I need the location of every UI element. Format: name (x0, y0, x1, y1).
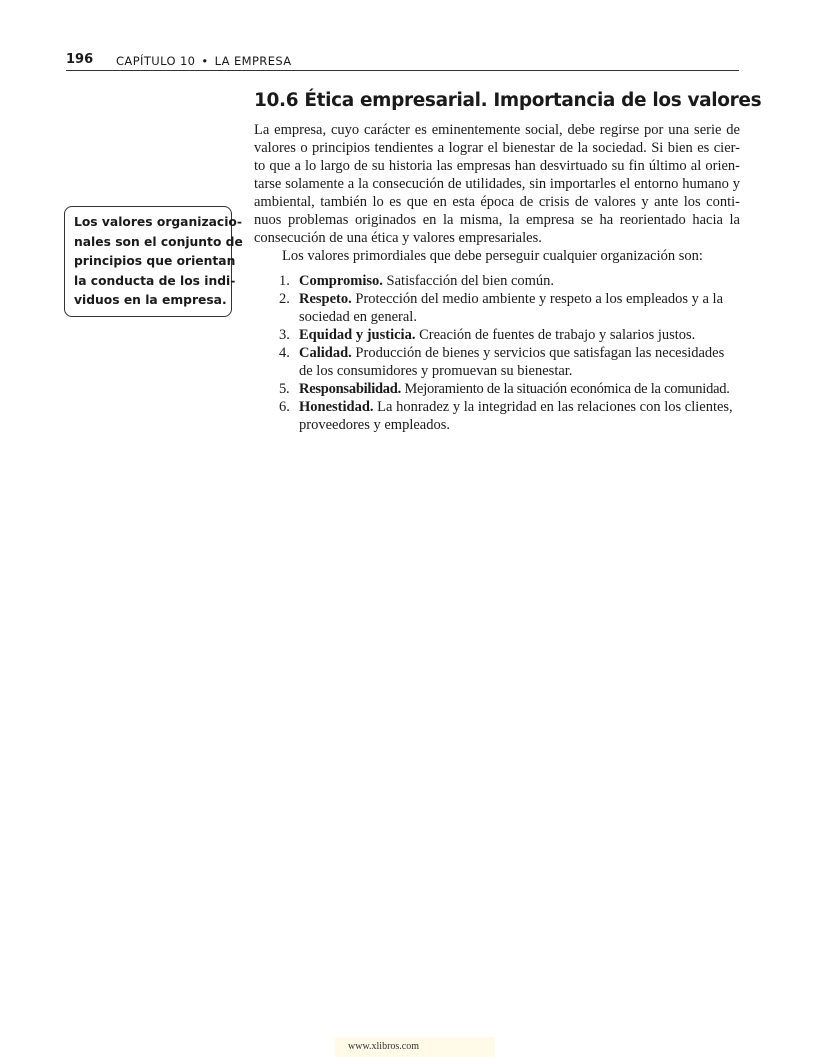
paragraph-2: Los valores primordiales que debe perseguir cualquier organización son: (282, 248, 703, 264)
running-header (66, 52, 739, 71)
text-line: y ambiental, también lo es que en esta época de crisis de valores y ante los conti- (254, 176, 740, 210)
paragraph-1 (254, 121, 740, 247)
page-number: 196 (66, 52, 94, 67)
list-item: 1. Compromiso. Satisfacción del bien común. (279, 273, 555, 289)
value-term: Honestidad. (299, 399, 374, 415)
bullet-separator: • (201, 54, 209, 68)
values-list (254, 272, 740, 434)
text-line: to que a lo largo de su historia las empresas han desvirtuado su fin último al orien- (254, 158, 740, 174)
margin-note-line: la conducta de los indi- (74, 273, 236, 288)
value-term: Respeto. (299, 291, 352, 307)
section-label: LA EMPRESA (214, 54, 292, 68)
value-description: Protección del medio ambiente y respeto a los empleados y a la sociedad en general. (299, 291, 724, 325)
value-description: La honradez y la integridad en las relaciones con los clientes, proveedores y empleados. (299, 399, 733, 433)
list-item: 3. Equidad y justicia. Creación de fuentes de trabajo y salarios justos. (279, 327, 696, 343)
margin-note (64, 206, 243, 317)
text-line: nuos problemas originados en la misma, la empresa se ha reorientado hacia la (254, 212, 740, 228)
margin-note-line: principios que orientan (74, 254, 236, 268)
text-line: consecución de una ética y valores empresariales. (254, 230, 542, 246)
body-text (254, 121, 740, 434)
text-line: La empresa, cuyo carácter es eminentemente social, debe regirse por una serie de (254, 122, 740, 138)
value-term: Calidad. (299, 345, 352, 361)
footer-watermark-link[interactable]: www.xlibros.com (335, 1037, 495, 1057)
value-description: Producción de bienes y servicios que satisfagan las necesidades de los consumidores y promuevan su bienestar. (299, 345, 725, 379)
list-item: 4. Calidad. Producción de bienes y servicios que satisfagan las necesidades de los consumidores y promuevan su bienestar. (279, 345, 725, 379)
chapter-label: CAPÍTULO 10 (116, 54, 196, 68)
margin-note-line: viduos en la empresa. (74, 293, 227, 307)
value-term: Equidad y justicia. (299, 327, 416, 343)
chapter-heading (116, 54, 292, 68)
value-term: Compromiso. (299, 273, 383, 289)
value-term: Responsabilidad. (299, 381, 401, 397)
text-line: tarse solamente a la consecución de utilidades, sin importarles el entorno humano (254, 176, 729, 192)
value-description: Satisfacción del bien común. (386, 273, 555, 289)
value-description: Mejoramiento de la situación económica de la comunidad. (404, 381, 730, 397)
section-title: 10.6 Ética empresarial. Importancia de los valores (254, 90, 762, 111)
value-description: Creación de fuentes de trabajo y salarios justos. (419, 327, 696, 343)
text-line: valores o principios tendientes a lograr el bienestar de la sociedad. Si bien es cier- (254, 140, 740, 156)
margin-note-line: Los valores organizacio- (74, 215, 242, 229)
list-item: 2. Respeto. Protección del medio ambiente y respeto a los empleados y a la sociedad en general. (279, 291, 724, 325)
margin-note-line: nales son el conjunto de (74, 234, 243, 249)
list-item: 6. Honestidad. La honradez y la integridad en las relaciones con los clientes, proveedores y empleados. (279, 399, 733, 433)
list-item: 5. Responsabilidad. Mejoramiento de la situación económica de la comunidad. (279, 381, 730, 397)
